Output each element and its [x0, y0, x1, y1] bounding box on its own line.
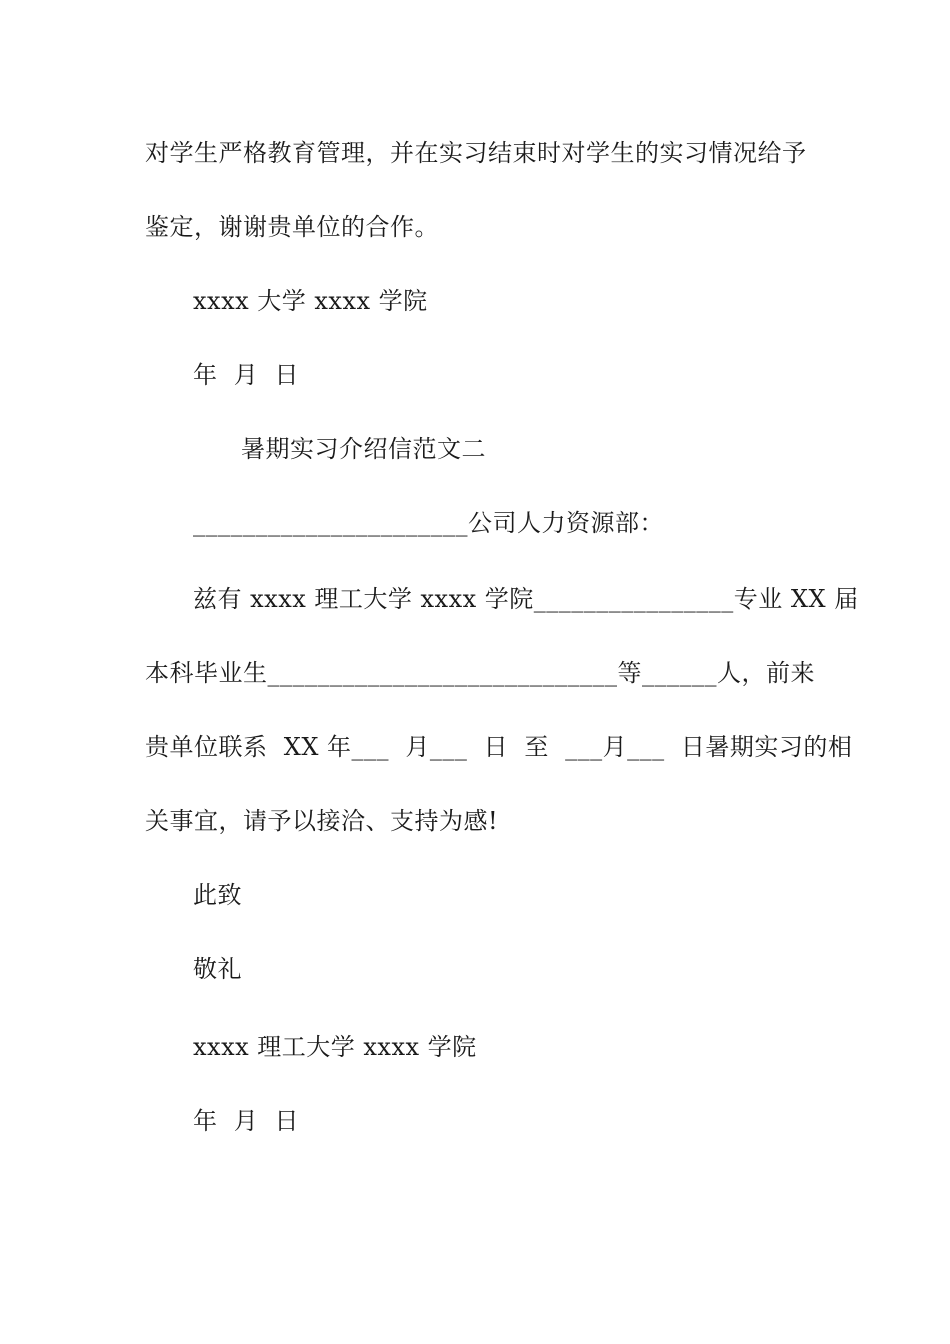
- body-paragraph-line: 关事宜，请予以接洽、支持为感!: [145, 807, 499, 835]
- signature-institution: xxxx 理工大学 xxxx 学院: [193, 1033, 477, 1061]
- body-paragraph-line: 对学生严格教育管理，并在实习结束时对学生的实习情况给予: [145, 139, 807, 167]
- signature-date: 年 月 日: [193, 361, 300, 389]
- signature-date: 年 月 日: [193, 1107, 300, 1135]
- body-paragraph-line: 兹有 xxxx 理工大学 xxxx 学院________________专业 XX 届: [193, 585, 859, 613]
- closing-regards: 敬礼: [193, 955, 242, 983]
- closing-salutation: 此致: [193, 881, 242, 909]
- section-title: 暑期实习介绍信范文二: [241, 435, 486, 463]
- body-paragraph-line: 贵单位联系 XX 年___ 月___ 日 至 ___月___ 日暑期实习的相: [145, 733, 853, 761]
- recipient-line: ______________________公司人力资源部：: [193, 509, 664, 537]
- body-paragraph-line: 鉴定，谢谢贵单位的合作。: [145, 213, 439, 241]
- signature-institution: xxxx 大学 xxxx 学院: [193, 287, 428, 315]
- body-paragraph-line: 本科毕业生____________________________等______人，前来: [145, 659, 815, 687]
